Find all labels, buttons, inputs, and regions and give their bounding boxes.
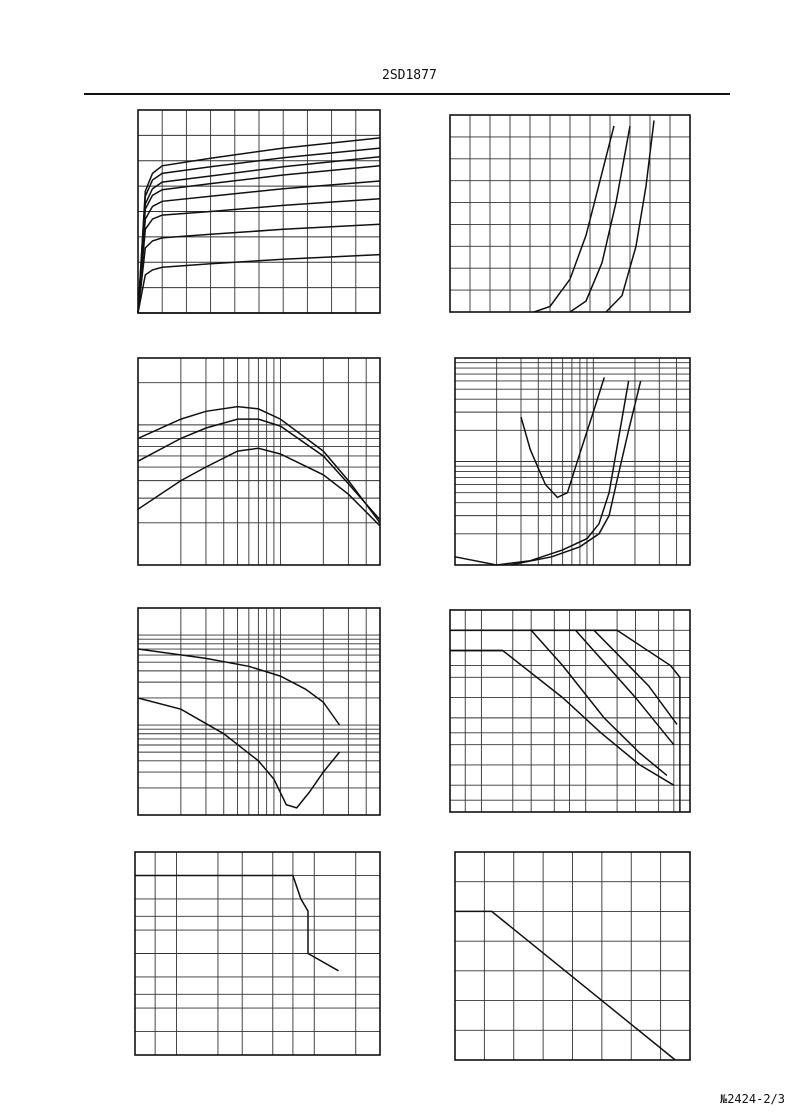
part-number: 2SD1877 xyxy=(382,68,437,83)
series-line-0 xyxy=(455,911,675,1060)
document-number: №2424-2/3 xyxy=(719,1092,785,1106)
